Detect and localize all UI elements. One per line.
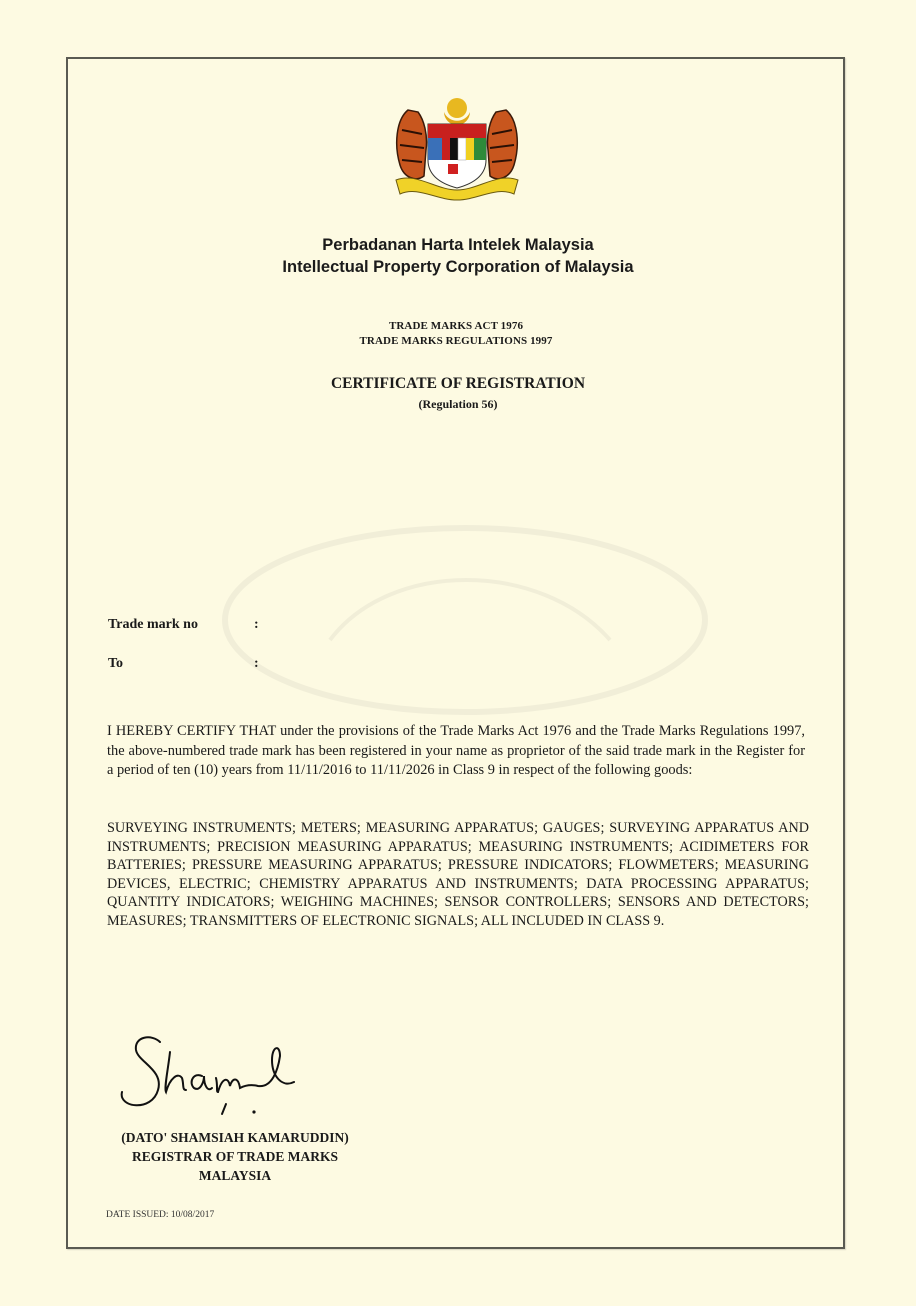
crest-band-green <box>474 138 486 160</box>
date-issued: DATE ISSUED: 10/08/2017 <box>106 1210 215 1220</box>
certification-paragraph: I HEREBY CERTIFY THAT under the provisions of the Trade Marks Act 1976 and the Trade Marks Regulations 1997, the above-numbered trade mark has been registered in your name as proprietor of the said trade mark in the Register for a period of ten (10) years from 11/11/2016 to 11/11/2026 in Class 9 in respect of the following goods: <box>107 723 805 778</box>
certificate-subtitle: (Regulation 56) <box>418 397 498 411</box>
signatory-country: MALAYSIA <box>198 1168 272 1183</box>
crest-band-white <box>458 138 466 160</box>
org-name-english: Intellectual Property Corporation of Malaysia <box>282 258 634 276</box>
trade-mark-no-separator: : <box>254 617 259 632</box>
signatory-title: REGISTRAR OF TRADE MARKS <box>132 1149 338 1164</box>
crest-hibiscus <box>448 164 458 174</box>
act-title: TRADE MARKS ACT 1976 <box>388 320 524 332</box>
regulations-title: TRADE MARKS REGULATIONS 1997 <box>359 335 553 347</box>
watermark-emblem-icon <box>210 520 720 720</box>
to-field <box>108 656 259 672</box>
crest-band-red <box>442 138 450 160</box>
crest-band-yellow <box>466 138 474 160</box>
handwritten-signature-icon <box>112 1030 312 1125</box>
to-label: To <box>108 656 124 671</box>
trade-mark-no-label: Trade mark no <box>108 617 198 632</box>
crest-band-black <box>450 138 458 160</box>
certificate-title: CERTIFICATE OF REGISTRATION <box>330 375 586 392</box>
malaysia-coat-of-arms-icon <box>386 90 528 202</box>
trade-mark-no-field <box>108 617 259 633</box>
crest-band-blue <box>428 138 442 160</box>
to-separator: : <box>254 656 259 671</box>
crest-shield-top <box>428 124 486 138</box>
goods-list: SURVEYING INSTRUMENTS; METERS; MEASURING APPARATUS; GAUGES; SURVEYING APPARATUS AND INSTRUMENTS; PRECISION MEASURING APPARATUS; MEASURING INSTRUMENTS; ACIDIMETERS FOR BATTERIES; PRESSURE MEASURING APPARATUS; PRESSURE INDICATORS; FLOWMETERS; MEASURING DEVICES, ELECTRIC; CHEMISTRY APPARATUS AND INSTRUMENTS; DATA PROCESSING APPARATUS; QUANTITY INDICATORS; WEIGHING MACHINES; SENSOR CONTROLLERS; SENSORS AND DETECTORS; MEASURES; TRANSMITTERS OF ELECTRONIC SIGNALS; ALL INCLUDED IN CLASS 9. <box>107 820 809 929</box>
signatory-name: (DATO' SHAMSIAH KAMARUDDIN) <box>121 1130 349 1145</box>
org-name-malay: Perbadanan Harta Intelek Malaysia <box>322 236 594 254</box>
crest-star <box>447 98 467 118</box>
